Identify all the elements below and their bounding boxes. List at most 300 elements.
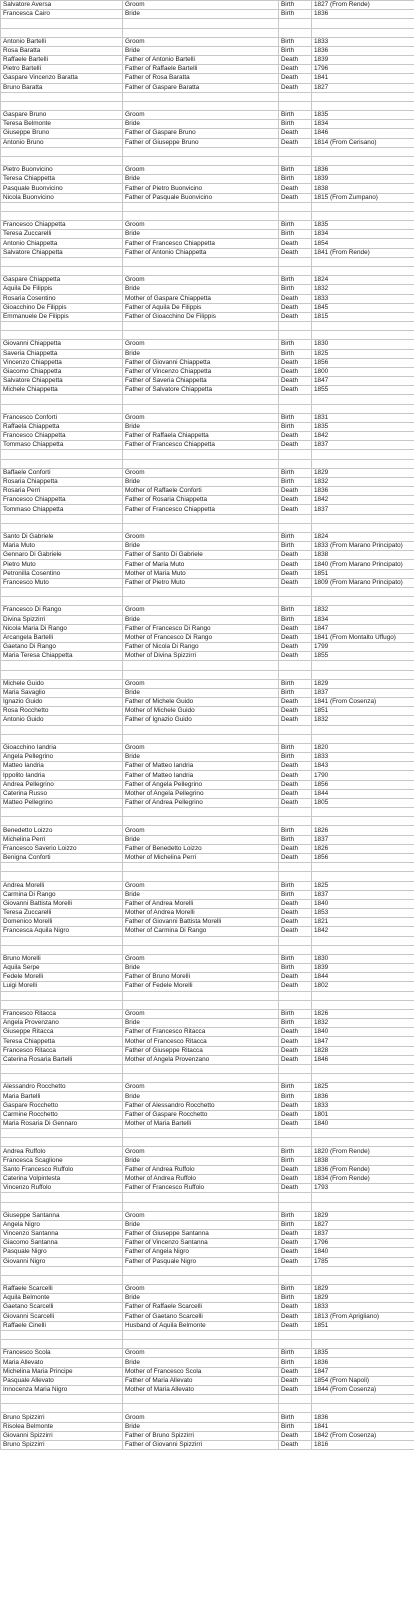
event-cell[interactable]: Birth bbox=[279, 230, 312, 239]
event-cell[interactable]: Birth bbox=[279, 477, 312, 486]
name-cell[interactable]: Santo Francesco Ruffolo bbox=[1, 1165, 123, 1174]
name-cell[interactable]: Francesco Saverio Loizzo bbox=[1, 844, 123, 853]
role-cell[interactable]: Father of Pasquale Nigro bbox=[123, 1257, 279, 1266]
event-cell[interactable] bbox=[279, 1395, 312, 1404]
name-cell[interactable]: Emmanuele De Filippis bbox=[1, 312, 123, 321]
role-cell[interactable]: Father of Antonio Chiappetta bbox=[123, 248, 279, 257]
name-cell[interactable]: Teresa Zuccarelli bbox=[1, 230, 123, 239]
role-cell[interactable]: Groom bbox=[123, 532, 279, 541]
name-cell[interactable]: Nicola Buonvicino bbox=[1, 193, 123, 202]
role-cell[interactable]: Father of Francesco Chiappetta bbox=[123, 441, 279, 450]
name-cell[interactable] bbox=[1, 734, 123, 743]
event-cell[interactable]: Death bbox=[279, 798, 312, 807]
event-cell[interactable]: Death bbox=[279, 762, 312, 771]
event-cell[interactable]: Birth bbox=[279, 826, 312, 835]
event-cell[interactable] bbox=[279, 450, 312, 459]
name-cell[interactable] bbox=[1, 92, 123, 101]
event-cell[interactable]: Death bbox=[279, 633, 312, 642]
role-cell[interactable]: Father of Andrea Pellegrino bbox=[123, 798, 279, 807]
year-cell[interactable]: 1805 bbox=[312, 798, 415, 807]
event-cell[interactable] bbox=[279, 1129, 312, 1138]
name-cell[interactable] bbox=[1, 331, 123, 340]
name-cell[interactable]: Luigi Morelli bbox=[1, 982, 123, 991]
role-cell[interactable]: Bride bbox=[123, 688, 279, 697]
year-cell[interactable]: 1837 bbox=[312, 441, 415, 450]
year-cell[interactable]: 1841 bbox=[312, 74, 415, 83]
year-cell[interactable]: 1837 bbox=[312, 835, 415, 844]
year-cell[interactable] bbox=[312, 322, 415, 331]
name-cell[interactable]: Francesco Chiappetta bbox=[1, 496, 123, 505]
event-cell[interactable]: Birth bbox=[279, 1009, 312, 1018]
name-cell[interactable]: Antonio Chiappetta bbox=[1, 239, 123, 248]
role-cell[interactable]: Father of Alessandro Rocchetto bbox=[123, 1101, 279, 1110]
event-cell[interactable]: Death bbox=[279, 1119, 312, 1128]
event-cell[interactable]: Death bbox=[279, 1248, 312, 1257]
year-cell[interactable]: 1834 bbox=[312, 615, 415, 624]
year-cell[interactable]: 1820 bbox=[312, 743, 415, 752]
year-cell[interactable]: 1851 bbox=[312, 569, 415, 578]
year-cell[interactable]: 1836 (From Rende) bbox=[312, 1165, 415, 1174]
name-cell[interactable]: Vincenzo Ruffolo bbox=[1, 1184, 123, 1193]
role-cell[interactable]: Mother of Francesco Ritacca bbox=[123, 1037, 279, 1046]
event-cell[interactable] bbox=[279, 1000, 312, 1009]
name-cell[interactable]: Angela Pellegrino bbox=[1, 753, 123, 762]
year-cell[interactable]: 1834 bbox=[312, 120, 415, 129]
event-cell[interactable] bbox=[279, 514, 312, 523]
event-cell[interactable] bbox=[279, 257, 312, 266]
name-cell[interactable]: Michelina Maria Principe bbox=[1, 1367, 123, 1376]
year-cell[interactable]: 1854 (From Napoli) bbox=[312, 1376, 415, 1385]
name-cell[interactable] bbox=[1, 1000, 123, 1009]
event-cell[interactable]: Birth bbox=[279, 1422, 312, 1431]
name-cell[interactable]: Pasquale Allevato bbox=[1, 1376, 123, 1385]
year-cell[interactable]: 1825 bbox=[312, 881, 415, 890]
event-cell[interactable]: Death bbox=[279, 1376, 312, 1385]
role-cell[interactable] bbox=[123, 1138, 279, 1147]
name-cell[interactable]: Gaspare Bruno bbox=[1, 111, 123, 120]
event-cell[interactable] bbox=[279, 1275, 312, 1284]
role-cell[interactable]: Father of Gaspare Rocchetto bbox=[123, 1110, 279, 1119]
year-cell[interactable]: 1842 bbox=[312, 432, 415, 441]
name-cell[interactable]: Giacomo Chiappetta bbox=[1, 367, 123, 376]
name-cell[interactable]: Giuseppe Santanna bbox=[1, 1211, 123, 1220]
year-cell[interactable]: 1856 bbox=[312, 853, 415, 862]
name-cell[interactable]: Maria Teresa Chiappetta bbox=[1, 652, 123, 661]
year-cell[interactable]: 1833 bbox=[312, 294, 415, 303]
name-cell[interactable]: Francesco Chiappetta bbox=[1, 432, 123, 441]
role-cell[interactable] bbox=[123, 872, 279, 881]
role-cell[interactable]: Groom bbox=[123, 826, 279, 835]
name-cell[interactable] bbox=[1, 202, 123, 211]
role-cell[interactable]: Father of Francesco Di Rango bbox=[123, 624, 279, 633]
role-cell[interactable] bbox=[123, 661, 279, 670]
name-cell[interactable]: Pietro Bartelli bbox=[1, 65, 123, 74]
year-cell[interactable]: 1814 (From Cerisano) bbox=[312, 138, 415, 147]
name-cell[interactable] bbox=[1, 19, 123, 28]
role-cell[interactable]: Father of Gaspare Bruno bbox=[123, 129, 279, 138]
name-cell[interactable]: Gaetano Di Rango bbox=[1, 643, 123, 652]
role-cell[interactable]: Husband of Aquila Belmonte bbox=[123, 1321, 279, 1330]
year-cell[interactable] bbox=[312, 1202, 415, 1211]
event-cell[interactable]: Death bbox=[279, 56, 312, 65]
name-cell[interactable]: Francesca Scaglione bbox=[1, 1156, 123, 1165]
name-cell[interactable]: Maria Savaglio bbox=[1, 688, 123, 697]
name-cell[interactable]: Innocenza Maria Nigro bbox=[1, 1385, 123, 1394]
event-cell[interactable]: Birth bbox=[279, 1019, 312, 1028]
role-cell[interactable]: Bride bbox=[123, 1019, 279, 1028]
year-cell[interactable]: 1835 bbox=[312, 1349, 415, 1358]
name-cell[interactable]: Benigna Conforti bbox=[1, 853, 123, 862]
role-cell[interactable]: Bride bbox=[123, 477, 279, 486]
year-cell[interactable]: 1847 bbox=[312, 377, 415, 386]
role-cell[interactable]: Groom bbox=[123, 743, 279, 752]
role-cell[interactable]: Father of Giuseppe Ritacca bbox=[123, 1046, 279, 1055]
event-cell[interactable]: Birth bbox=[279, 221, 312, 230]
event-cell[interactable] bbox=[279, 322, 312, 331]
role-cell[interactable]: Father of Angela Pellegrino bbox=[123, 780, 279, 789]
year-cell[interactable]: 1840 (From Marano Principato) bbox=[312, 560, 415, 569]
event-cell[interactable]: Birth bbox=[279, 743, 312, 752]
event-cell[interactable] bbox=[279, 872, 312, 881]
year-cell[interactable]: 1816 bbox=[312, 1440, 415, 1449]
event-cell[interactable]: Death bbox=[279, 487, 312, 496]
name-cell[interactable]: Tommaso Chiappetta bbox=[1, 505, 123, 514]
role-cell[interactable] bbox=[123, 1000, 279, 1009]
event-cell[interactable]: Death bbox=[279, 303, 312, 312]
role-cell[interactable]: Bride bbox=[123, 1294, 279, 1303]
role-cell[interactable] bbox=[123, 257, 279, 266]
event-cell[interactable]: Death bbox=[279, 1101, 312, 1110]
name-cell[interactable] bbox=[1, 450, 123, 459]
name-cell[interactable]: Benedetto Loizzo bbox=[1, 826, 123, 835]
role-cell[interactable]: Mother of Andrea Ruffolo bbox=[123, 1175, 279, 1184]
name-cell[interactable]: Francesco Chiappetta bbox=[1, 221, 123, 230]
name-cell[interactable]: Francesco Di Rango bbox=[1, 606, 123, 615]
event-cell[interactable]: Death bbox=[279, 294, 312, 303]
name-cell[interactable]: Rosa Baratta bbox=[1, 46, 123, 55]
role-cell[interactable]: Groom bbox=[123, 166, 279, 175]
role-cell[interactable]: Father of Nicola Di Rango bbox=[123, 643, 279, 652]
role-cell[interactable]: Groom bbox=[123, 881, 279, 890]
event-cell[interactable]: Death bbox=[279, 184, 312, 193]
name-cell[interactable]: Michelina Perri bbox=[1, 835, 123, 844]
name-cell[interactable]: Caterina Volpintesta bbox=[1, 1175, 123, 1184]
event-cell[interactable]: Birth bbox=[279, 1, 312, 10]
name-cell[interactable]: Bruno Baratta bbox=[1, 83, 123, 92]
name-cell[interactable]: Bruno Spizzirri bbox=[1, 1413, 123, 1422]
event-cell[interactable] bbox=[279, 725, 312, 734]
role-cell[interactable]: Father of Bruno Spizzirri bbox=[123, 1431, 279, 1440]
year-cell[interactable]: 1833 (From Marano Principato) bbox=[312, 542, 415, 551]
year-cell[interactable]: 1854 bbox=[312, 239, 415, 248]
name-cell[interactable]: Carmina Di Rango bbox=[1, 890, 123, 899]
year-cell[interactable]: 1855 bbox=[312, 652, 415, 661]
event-cell[interactable]: Birth bbox=[279, 1147, 312, 1156]
event-cell[interactable]: Death bbox=[279, 358, 312, 367]
year-cell[interactable] bbox=[312, 670, 415, 679]
role-cell[interactable]: Father of Maria Allevato bbox=[123, 1376, 279, 1385]
year-cell[interactable]: 1800 bbox=[312, 367, 415, 376]
name-cell[interactable] bbox=[1, 523, 123, 532]
event-cell[interactable]: Death bbox=[279, 193, 312, 202]
year-cell[interactable] bbox=[312, 156, 415, 165]
event-cell[interactable]: Death bbox=[279, 578, 312, 587]
role-cell[interactable] bbox=[123, 1404, 279, 1413]
year-cell[interactable]: 1833 bbox=[312, 1101, 415, 1110]
role-cell[interactable]: Bride bbox=[123, 230, 279, 239]
year-cell[interactable]: 1841 bbox=[312, 1422, 415, 1431]
year-cell[interactable]: 1838 bbox=[312, 184, 415, 193]
role-cell[interactable] bbox=[123, 1193, 279, 1202]
year-cell[interactable]: 1838 bbox=[312, 551, 415, 560]
year-cell[interactable] bbox=[312, 28, 415, 37]
event-cell[interactable] bbox=[279, 661, 312, 670]
role-cell[interactable]: Bride bbox=[123, 1422, 279, 1431]
name-cell[interactable]: Gaspare Vincenzo Baratta bbox=[1, 74, 123, 83]
role-cell[interactable]: Bride bbox=[123, 120, 279, 129]
name-cell[interactable]: Maria Muto bbox=[1, 542, 123, 551]
role-cell[interactable] bbox=[123, 514, 279, 523]
year-cell[interactable]: 1832 bbox=[312, 716, 415, 725]
year-cell[interactable]: 1824 bbox=[312, 532, 415, 541]
event-cell[interactable]: Birth bbox=[279, 890, 312, 899]
name-cell[interactable] bbox=[1, 211, 123, 220]
year-cell[interactable]: 1840 bbox=[312, 1119, 415, 1128]
role-cell[interactable] bbox=[123, 1395, 279, 1404]
year-cell[interactable] bbox=[312, 19, 415, 28]
role-cell[interactable] bbox=[123, 817, 279, 826]
name-cell[interactable] bbox=[1, 514, 123, 523]
event-cell[interactable]: Birth bbox=[279, 166, 312, 175]
role-cell[interactable]: Father of Francesco Ritacca bbox=[123, 1028, 279, 1037]
name-cell[interactable]: Pietro Buonvicino bbox=[1, 166, 123, 175]
name-cell[interactable]: Salvatore Aversa bbox=[1, 1, 123, 10]
role-cell[interactable]: Father of Gaetano Scarcelli bbox=[123, 1312, 279, 1321]
name-cell[interactable]: Raffaele Bartelli bbox=[1, 56, 123, 65]
name-cell[interactable] bbox=[1, 1275, 123, 1284]
year-cell[interactable] bbox=[312, 1340, 415, 1349]
name-cell[interactable]: Domenico Morelli bbox=[1, 918, 123, 927]
role-cell[interactable] bbox=[123, 211, 279, 220]
role-cell[interactable]: Bride bbox=[123, 285, 279, 294]
event-cell[interactable] bbox=[279, 936, 312, 945]
role-cell[interactable]: Father of Giovanni Battista Morelli bbox=[123, 918, 279, 927]
year-cell[interactable]: 1828 bbox=[312, 1046, 415, 1055]
role-cell[interactable]: Bride bbox=[123, 1358, 279, 1367]
event-cell[interactable]: Death bbox=[279, 239, 312, 248]
name-cell[interactable]: Francesco Conforti bbox=[1, 413, 123, 422]
name-cell[interactable]: Maria Rosaria Di Gennaro bbox=[1, 1119, 123, 1128]
role-cell[interactable] bbox=[123, 670, 279, 679]
name-cell[interactable] bbox=[1, 1138, 123, 1147]
event-cell[interactable] bbox=[279, 459, 312, 468]
year-cell[interactable]: 1841 (From Montalto Uffugo) bbox=[312, 633, 415, 642]
role-cell[interactable] bbox=[123, 147, 279, 156]
year-cell[interactable] bbox=[312, 266, 415, 275]
name-cell[interactable]: Raffaele Cinelli bbox=[1, 1321, 123, 1330]
year-cell[interactable] bbox=[312, 147, 415, 156]
role-cell[interactable]: Father of Francesco Ruffolo bbox=[123, 1184, 279, 1193]
name-cell[interactable]: Maria Bartelli bbox=[1, 1092, 123, 1101]
name-cell[interactable]: Francesco Ritacca bbox=[1, 1009, 123, 1018]
event-cell[interactable]: Death bbox=[279, 1046, 312, 1055]
name-cell[interactable]: Antonio Bruno bbox=[1, 138, 123, 147]
event-cell[interactable]: Death bbox=[279, 1431, 312, 1440]
role-cell[interactable] bbox=[123, 808, 279, 817]
name-cell[interactable]: Fedele Morelli bbox=[1, 973, 123, 982]
role-cell[interactable]: Father of Rosaria Chiappetta bbox=[123, 496, 279, 505]
role-cell[interactable]: Bride bbox=[123, 175, 279, 184]
role-cell[interactable]: Groom bbox=[123, 111, 279, 120]
year-cell[interactable]: 1837 bbox=[312, 1230, 415, 1239]
role-cell[interactable]: Bride bbox=[123, 1092, 279, 1101]
year-cell[interactable]: 1843 bbox=[312, 762, 415, 771]
event-cell[interactable]: Death bbox=[279, 789, 312, 798]
name-cell[interactable]: Gennaro Di Gabriele bbox=[1, 551, 123, 560]
name-cell[interactable] bbox=[1, 156, 123, 165]
name-cell[interactable]: Rosaria Chiappetta bbox=[1, 477, 123, 486]
event-cell[interactable]: Death bbox=[279, 1257, 312, 1266]
event-cell[interactable]: Death bbox=[279, 899, 312, 908]
year-cell[interactable]: 1793 bbox=[312, 1184, 415, 1193]
role-cell[interactable]: Father of Michele Guido bbox=[123, 698, 279, 707]
event-cell[interactable]: Birth bbox=[279, 340, 312, 349]
name-cell[interactable]: Teresa Chiappetta bbox=[1, 1037, 123, 1046]
event-cell[interactable]: Birth bbox=[279, 1220, 312, 1229]
name-cell[interactable]: Caterina Russo bbox=[1, 789, 123, 798]
year-cell[interactable]: 1796 bbox=[312, 1239, 415, 1248]
event-cell[interactable]: Death bbox=[279, 643, 312, 652]
year-cell[interactable]: 1840 bbox=[312, 1248, 415, 1257]
role-cell[interactable] bbox=[123, 588, 279, 597]
event-cell[interactable] bbox=[279, 1064, 312, 1073]
year-cell[interactable]: 1842 bbox=[312, 496, 415, 505]
role-cell[interactable]: Father of Benedetto Loizzo bbox=[123, 844, 279, 853]
year-cell[interactable] bbox=[312, 1000, 415, 1009]
event-cell[interactable]: Death bbox=[279, 386, 312, 395]
year-cell[interactable]: 1790 bbox=[312, 771, 415, 780]
role-cell[interactable]: Father of Giuseppe Santanna bbox=[123, 1230, 279, 1239]
event-cell[interactable]: Death bbox=[279, 432, 312, 441]
event-cell[interactable] bbox=[279, 1074, 312, 1083]
name-cell[interactable]: Santo Di Gabriele bbox=[1, 532, 123, 541]
event-cell[interactable]: Death bbox=[279, 138, 312, 147]
role-cell[interactable]: Groom bbox=[123, 1147, 279, 1156]
event-cell[interactable]: Birth bbox=[279, 542, 312, 551]
year-cell[interactable]: 1833 bbox=[312, 753, 415, 762]
event-cell[interactable] bbox=[279, 808, 312, 817]
event-cell[interactable] bbox=[279, 1340, 312, 1349]
event-cell[interactable]: Death bbox=[279, 1312, 312, 1321]
name-cell[interactable]: Matteo Iandria bbox=[1, 762, 123, 771]
role-cell[interactable]: Father of Maria Muto bbox=[123, 560, 279, 569]
event-cell[interactable] bbox=[279, 147, 312, 156]
role-cell[interactable]: Father of Santo Di Gabriele bbox=[123, 551, 279, 560]
year-cell[interactable] bbox=[312, 395, 415, 404]
event-cell[interactable] bbox=[279, 156, 312, 165]
event-cell[interactable] bbox=[279, 945, 312, 954]
name-cell[interactable]: Aquila Belmonte bbox=[1, 1294, 123, 1303]
role-cell[interactable]: Groom bbox=[123, 276, 279, 285]
role-cell[interactable]: Groom bbox=[123, 413, 279, 422]
event-cell[interactable]: Death bbox=[279, 1184, 312, 1193]
event-cell[interactable]: Birth bbox=[279, 46, 312, 55]
role-cell[interactable] bbox=[123, 945, 279, 954]
role-cell[interactable]: Father of Andrea Ruffolo bbox=[123, 1165, 279, 1174]
role-cell[interactable]: Bride bbox=[123, 1156, 279, 1165]
year-cell[interactable] bbox=[312, 817, 415, 826]
name-cell[interactable]: Rosaria Cosentino bbox=[1, 294, 123, 303]
event-cell[interactable]: Death bbox=[279, 312, 312, 321]
year-cell[interactable] bbox=[312, 872, 415, 881]
name-cell[interactable]: Caterina Rosaria Bartelli bbox=[1, 1055, 123, 1064]
name-cell[interactable]: Francesco Muto bbox=[1, 578, 123, 587]
event-cell[interactable]: Death bbox=[279, 377, 312, 386]
role-cell[interactable] bbox=[123, 936, 279, 945]
year-cell[interactable]: 1832 bbox=[312, 606, 415, 615]
year-cell[interactable] bbox=[312, 92, 415, 101]
role-cell[interactable]: Groom bbox=[123, 1285, 279, 1294]
year-cell[interactable] bbox=[312, 211, 415, 220]
role-cell[interactable]: Groom bbox=[123, 1083, 279, 1092]
event-cell[interactable]: Birth bbox=[279, 276, 312, 285]
name-cell[interactable]: Gioacchino De Filippis bbox=[1, 303, 123, 312]
role-cell[interactable]: Father of Raffaele Scarcelli bbox=[123, 1303, 279, 1312]
year-cell[interactable]: 1834 bbox=[312, 230, 415, 239]
year-cell[interactable] bbox=[312, 1395, 415, 1404]
event-cell[interactable]: Death bbox=[279, 129, 312, 138]
year-cell[interactable]: 1833 bbox=[312, 1303, 415, 1312]
event-cell[interactable]: Birth bbox=[279, 10, 312, 19]
name-cell[interactable]: Teresa Zuccarelli bbox=[1, 909, 123, 918]
role-cell[interactable]: Bride bbox=[123, 890, 279, 899]
year-cell[interactable]: 1838 bbox=[312, 1156, 415, 1165]
year-cell[interactable] bbox=[312, 404, 415, 413]
event-cell[interactable]: Death bbox=[279, 441, 312, 450]
year-cell[interactable] bbox=[312, 1266, 415, 1275]
role-cell[interactable] bbox=[123, 863, 279, 872]
role-cell[interactable] bbox=[123, 734, 279, 743]
year-cell[interactable]: 1829 bbox=[312, 468, 415, 477]
year-cell[interactable]: 1835 bbox=[312, 422, 415, 431]
role-cell[interactable]: Mother of Raffaele Conforti bbox=[123, 487, 279, 496]
event-cell[interactable]: Birth bbox=[279, 111, 312, 120]
event-cell[interactable]: Birth bbox=[279, 422, 312, 431]
role-cell[interactable]: Groom bbox=[123, 221, 279, 230]
event-cell[interactable]: Death bbox=[279, 844, 312, 853]
name-cell[interactable] bbox=[1, 863, 123, 872]
year-cell[interactable]: 1847 bbox=[312, 1037, 415, 1046]
role-cell[interactable]: Mother of Divina Spizzirri bbox=[123, 652, 279, 661]
event-cell[interactable]: Death bbox=[279, 1175, 312, 1184]
event-cell[interactable]: Death bbox=[279, 1321, 312, 1330]
name-cell[interactable]: Aquila Serpe bbox=[1, 964, 123, 973]
role-cell[interactable]: Father of Gioacchino De Filippis bbox=[123, 312, 279, 321]
role-cell[interactable]: Father of Pietro Buonvicino bbox=[123, 184, 279, 193]
year-cell[interactable]: 1846 bbox=[312, 129, 415, 138]
role-cell[interactable]: Mother of Maria Bartelli bbox=[123, 1119, 279, 1128]
name-cell[interactable] bbox=[1, 936, 123, 945]
year-cell[interactable]: 1785 bbox=[312, 1257, 415, 1266]
year-cell[interactable]: 1833 bbox=[312, 37, 415, 46]
role-cell[interactable] bbox=[123, 459, 279, 468]
role-cell[interactable] bbox=[123, 28, 279, 37]
event-cell[interactable]: Death bbox=[279, 771, 312, 780]
name-cell[interactable]: Francesca Aquila Nigro bbox=[1, 927, 123, 936]
role-cell[interactable]: Father of Giovanni Spizzirri bbox=[123, 1440, 279, 1449]
name-cell[interactable] bbox=[1, 817, 123, 826]
role-cell[interactable]: Father of Angela Nigro bbox=[123, 1248, 279, 1257]
